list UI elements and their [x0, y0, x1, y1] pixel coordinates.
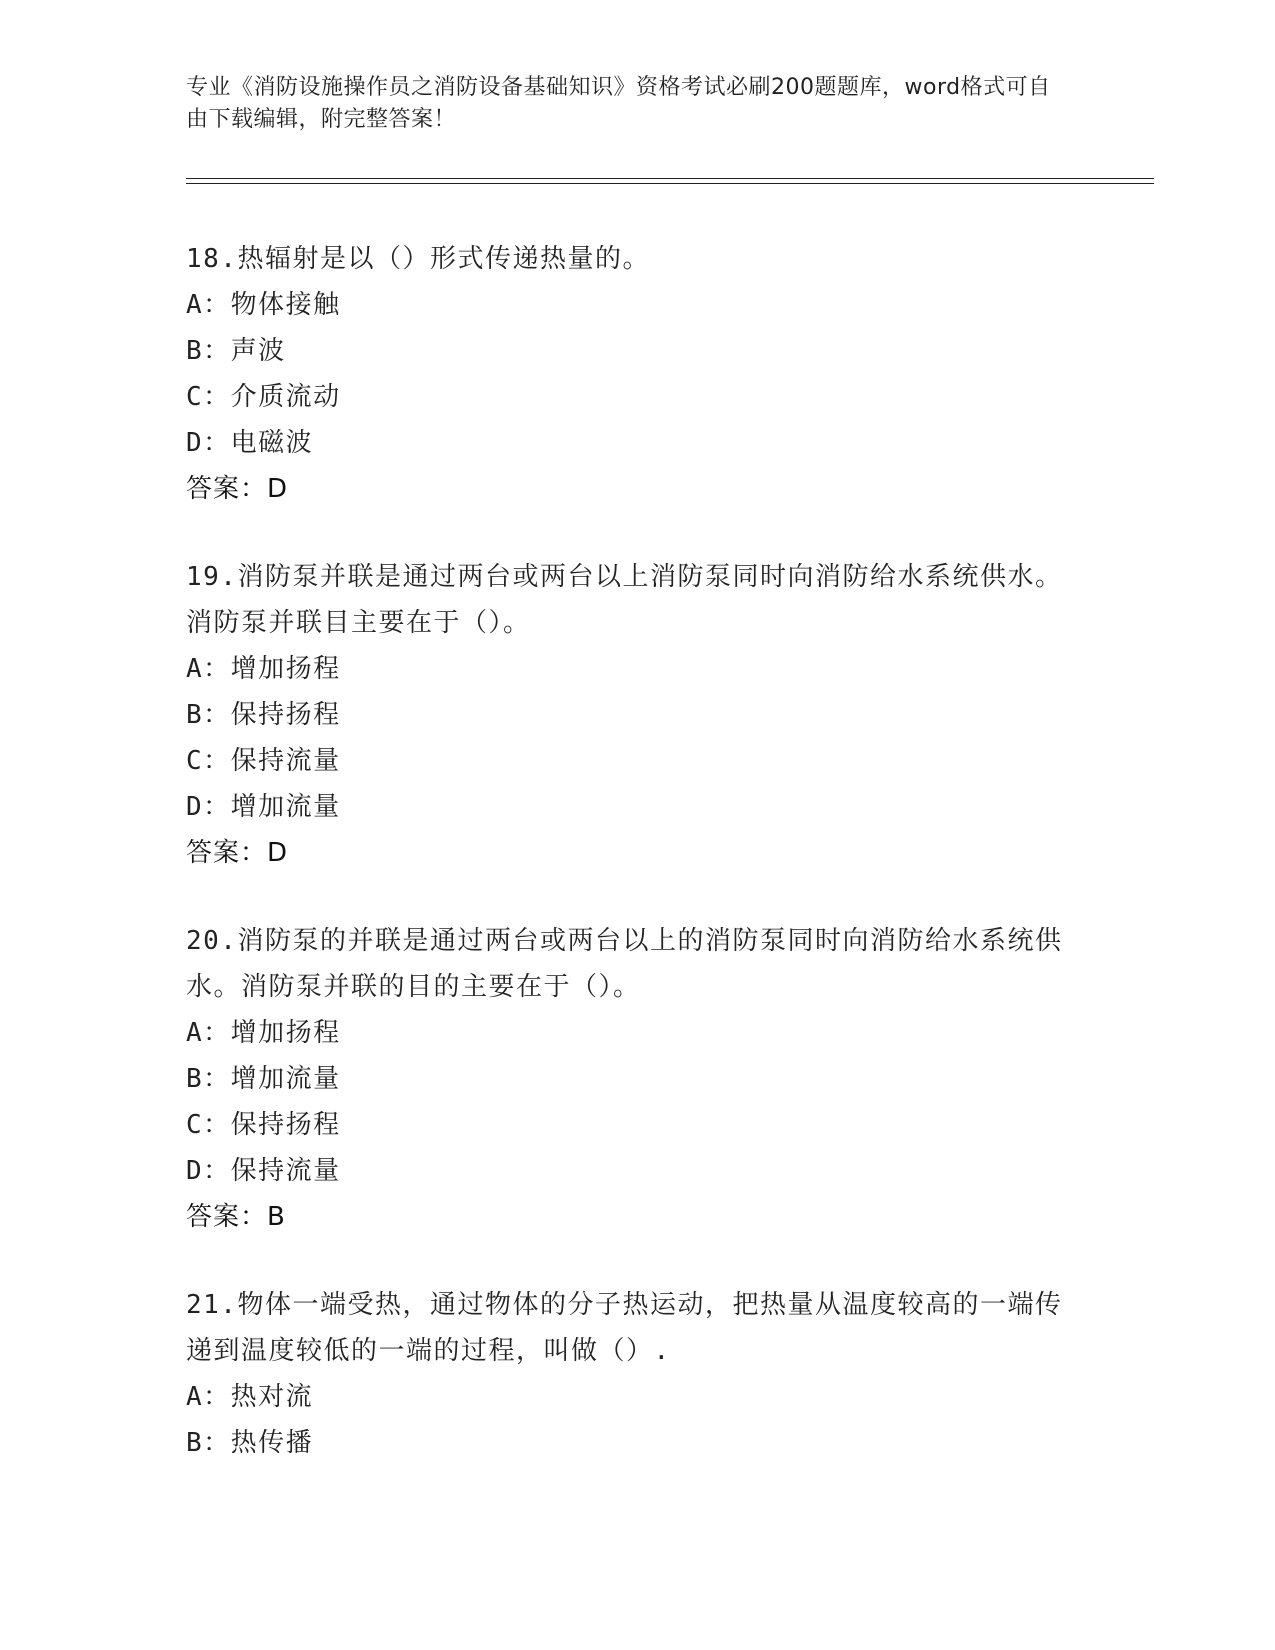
question-18: [186, 236, 1086, 512]
question-20: [186, 918, 1086, 1240]
answer-value: D: [267, 838, 289, 868]
question-list: [186, 236, 1086, 1508]
question-21: [186, 1282, 1086, 1466]
answer-label: 答案：: [186, 838, 268, 868]
option-a: A：增加扬程: [186, 1018, 341, 1048]
answer-label: 答案：: [186, 1202, 268, 1232]
question-stem: 21.物体一端受热，通过物体的分子热运动，把热量从温度较高的一端传递到温度较低的一端的过程，叫做（）.: [186, 1290, 1063, 1366]
answer-value: B: [267, 1202, 286, 1232]
question-19: [186, 554, 1086, 876]
option-c: C：保持流量: [186, 746, 341, 776]
answer-line: [186, 830, 1086, 876]
option-b: B：增加流量: [186, 1064, 341, 1094]
option-b: B：保持扬程: [186, 700, 341, 730]
option-d: D：电磁波: [186, 428, 314, 458]
option-d: D：增加流量: [186, 792, 341, 822]
option-c: C：保持扬程: [186, 1110, 341, 1140]
question-stem: 18.热辐射是以（）形式传递热量的。: [186, 244, 650, 274]
answer-value: D: [267, 474, 289, 504]
answer-line: [186, 1194, 1086, 1240]
header-rule-bottom: [186, 183, 1154, 184]
option-a: A：增加扬程: [186, 654, 341, 684]
option-b: B：声波: [186, 336, 286, 366]
document-header: 专业《消防设施操作员之消防设备基础知识》资格考试必刷200题题库，word格式可自由下载编辑，附完整答案！: [186, 75, 1051, 132]
option-a: A：物体接触: [186, 290, 341, 320]
option-b: B：热传播: [186, 1428, 314, 1458]
answer-line: [186, 466, 1086, 512]
question-stem: 19.消防泵并联是通过两台或两台以上消防泵同时向消防给水系统供水。消防泵并联目主要在于（）。: [186, 562, 1063, 638]
header-rule-top: [186, 178, 1154, 179]
answer-label: 答案：: [186, 474, 268, 504]
option-c: C：介质流动: [186, 382, 341, 412]
question-stem: 20.消防泵的并联是通过两台或两台以上的消防泵同时向消防给水系统供水。消防泵并联的目的主要在于（）。: [186, 926, 1063, 1002]
option-a: A：热对流: [186, 1382, 314, 1412]
option-d: D：保持流量: [186, 1156, 341, 1186]
